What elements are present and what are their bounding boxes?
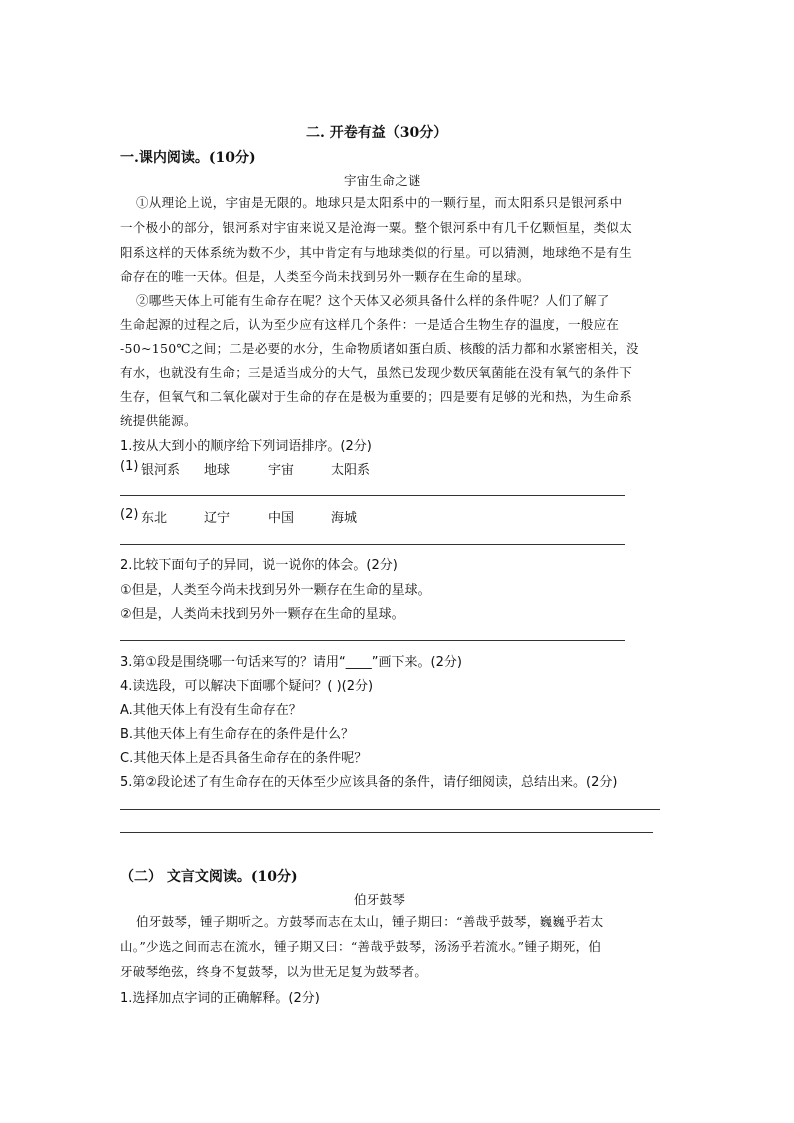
- q2-sentence-2: ②但是，人类尚未找到另外一颗存在生命的星球。: [120, 607, 405, 622]
- paragraph2-line: -50~150℃之间；二是必要的水分，生命物质诸如蛋白质、核酸的活力都和水紧密相关，没: [120, 341, 639, 356]
- q4-option-c: C.其他天体上是否具备生命存在的条件呢？: [120, 751, 368, 766]
- paragraph2-line: 统提供能源。: [120, 413, 197, 428]
- answer-line[interactable]: [120, 495, 625, 496]
- classical-text-line: 山。”少选之间而志在流水，锺子期又曰：“善哉乎鼓琴，汤汤乎若流水。”锺子期死，伯: [120, 939, 602, 954]
- part1-heading: 一.课内阅读。(10分): [120, 150, 256, 166]
- answer-line[interactable]: [120, 832, 653, 833]
- q1-word: 地球: [204, 463, 231, 478]
- q1-word: 宇宙: [268, 463, 295, 478]
- part2-question-1-prompt: 1.选择加点字词的正确解释。(2分): [120, 991, 320, 1006]
- q1-word: 海城: [331, 511, 358, 526]
- section-title: 二. 开卷有益（30分）: [306, 125, 448, 141]
- q1-group1-label: (1): [120, 459, 139, 474]
- q1-group2-label: (2): [120, 507, 139, 522]
- q4-option-a: A.其他天体上有没有生命存在？: [120, 703, 302, 718]
- q1-word: 东北: [141, 511, 168, 526]
- q4-option-b: B.其他天体上有生命存在的条件是什么？: [120, 727, 355, 742]
- answer-line[interactable]: [120, 809, 660, 810]
- answer-line[interactable]: [120, 640, 625, 641]
- question-1-prompt: 1.按从大到小的顺序给下列词语排序。(2分): [120, 439, 372, 454]
- paragraph1-line: 命存在的唯一天体。但是，人类至今尚未找到另外一颗存在生命的星球。: [120, 269, 530, 284]
- paragraph2-line: ②哪些天体上可能有生命存在呢？这个天体又必须具备什么样的条件呢？人们了解了: [136, 293, 610, 308]
- question-4-prompt: 4.读选段，可以解决下面哪个疑问？( )(2分): [120, 679, 374, 694]
- paragraph2-line: 生命起源的过程之后，认为至少应有这样几个条件：一是适合生物生存的温度，一般应在: [120, 317, 620, 332]
- question-2-prompt: 2.比较下面句子的异同，说一说你的体会。(2分): [120, 558, 398, 573]
- paragraph1-line: 一个极小的部分，银河系对宇宙来说又是沧海一粟。整个银河系中有几千亿颗恒星，类似太: [120, 220, 633, 235]
- classical-text-line: 伯牙鼓琴，锺子期听之。方鼓琴而志在太山，锺子期曰：“善哉乎鼓琴，巍巍乎若太: [136, 914, 604, 929]
- paragraph2-line: 生存，但氧气和二氧化碳对于生命的存在是极为重要的；四是要有足够的光和热，为生命系: [120, 389, 633, 404]
- paragraph1-line: 阳系这样的天体系统为数不少，其中肯定有与地球类似的行星。可以猜测，地球绝不是有生: [120, 245, 633, 260]
- part2-heading: （二） 文言文阅读。(10分): [120, 869, 298, 885]
- q1-word: 太阳系: [331, 463, 371, 478]
- paragraph1-line: ①从理论上说，宇宙是无限的。地球只是太阳系中的一颗行星，而太阳系只是银河系中: [136, 195, 623, 210]
- q1-word: 辽宁: [204, 511, 231, 526]
- question-3-prompt: 3.第①段是围绕哪一句话来写的？请用“____”画下来。(2分): [120, 655, 462, 670]
- article-title: 伯牙鼓琴: [354, 892, 406, 907]
- article-title: 宇宙生命之谜: [344, 173, 421, 188]
- paragraph2-line: 有水，也就没有生命；三是适当成分的大气，虽然已发现少数厌氧菌能在没有氧气的条件下: [120, 365, 633, 380]
- question-5-prompt: 5.第②段论述了有生命存在的天体至少应该具备的条件，请仔细阅读，总结出来。(2分): [120, 775, 618, 790]
- q1-word: 银河系: [141, 463, 181, 478]
- answer-line[interactable]: [120, 544, 625, 545]
- q1-word: 中国: [268, 511, 295, 526]
- q2-sentence-1: ①但是，人类至今尚未找到另外一颗存在生命的星球。: [120, 583, 431, 598]
- classical-text-line: 牙破琴绝弦，终身不复鼓琴，以为世无足复为鼓琴者。: [120, 964, 428, 979]
